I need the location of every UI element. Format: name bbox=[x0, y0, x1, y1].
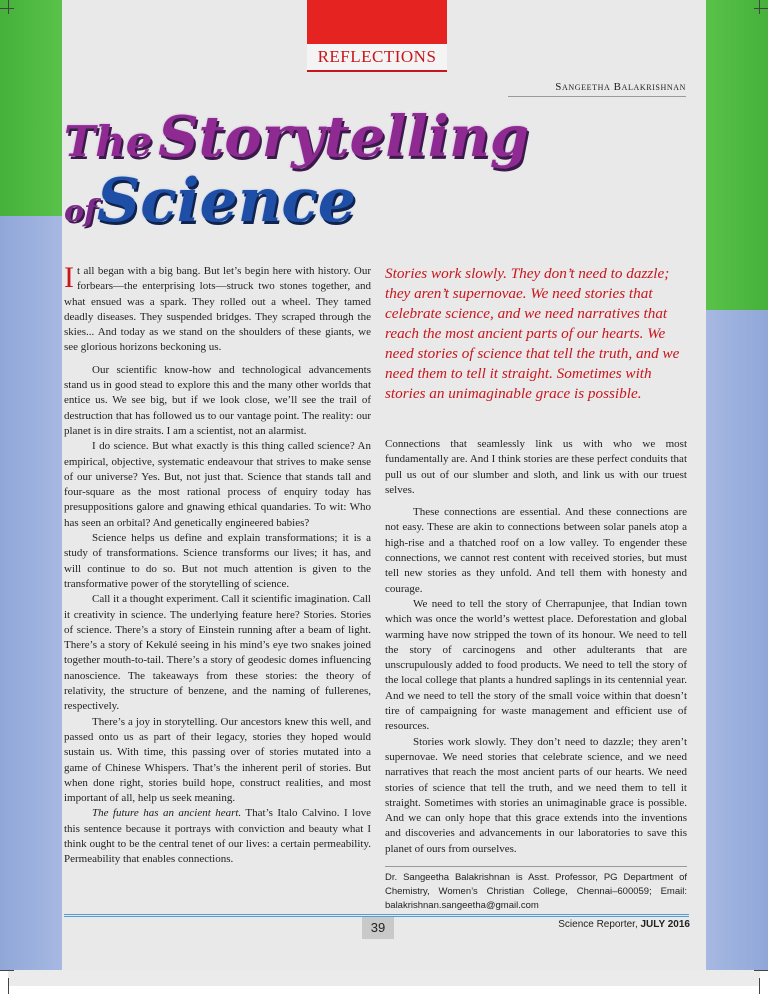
paragraph: Stories work slowly. They don’t need to dazzle; they aren’t supernovae. We need stories that celebrate science, and we need narratives that reach the most ancient parts of our hearts. We need stories of science that tell the truth, and we need them to tell it straight. Sometimes with stories an unimaginable grace is possible. And we can only hope that this grace extends into the inventions and discoveries and advancements in our laboratories to save this planet of ours from ourselves. bbox=[385, 735, 687, 855]
paragraph: These connections are essential. And these connections are not easy. These are akin to connections between solar panels atop a high-rise and a thatched roof on a low valley. To engender these connections, we cannot rest content with received stories, but must tell new stories as they unfold. And tell them with honesty and courage. bbox=[385, 506, 687, 595]
section-label bbox=[307, 44, 447, 72]
crop-mark bbox=[8, 0, 9, 14]
paragraph: We need to tell the story of Cherrapunjee, that Indian town which was once the world’s wettest place. Deforestation and global warming have now stripped the town of its honour. We need to tell the story of carcinogens and other adulterants that are unscrupulously added to food products. We need to tell the story of the local college that plants a hundred saplings in its centennial year. And we need to tell the story of the small voice within that doesn’t tire of campaigning for waste management and efficient use of resources. bbox=[385, 597, 687, 733]
page-number: 39 bbox=[362, 917, 394, 939]
paragraph-text: That’s Italo Calvino. I love this sentence because it portrays with conviction and beauty what I think ought to be the central tenet of our lives: a certain permeability. Permeability that enables connections. bbox=[64, 807, 372, 866]
crop-mark bbox=[0, 8, 14, 9]
headline-the: The bbox=[64, 117, 153, 166]
crop-mark bbox=[754, 8, 768, 9]
headline-of: of bbox=[64, 194, 97, 229]
paragraph bbox=[64, 261, 371, 356]
bio-divider bbox=[385, 866, 687, 867]
crop-mark bbox=[759, 0, 760, 14]
journal-issue: JULY 2016 bbox=[640, 919, 690, 930]
paragraph: Connections that seamlessly link us with who we most fundamentally are. And I think stories are these perfect conduits that pull us out of our slumber and sloth, and link us with our truest selves. bbox=[385, 438, 687, 496]
author-byline: Sangeetha Balakrishnan bbox=[508, 78, 686, 97]
right-green-bar bbox=[706, 0, 768, 310]
journal-title: Science Reporter, bbox=[558, 919, 641, 930]
journal-name bbox=[530, 919, 690, 930]
left-blue-bar bbox=[0, 216, 62, 970]
left-column bbox=[64, 261, 372, 868]
paragraph: Science helps us define and explain transformations; it is a study of transformations. Science transforms our lives; it has, and will continue to do so. But not much attention is given to the transformative power of the storytelling of science. bbox=[64, 532, 371, 590]
crop-mark bbox=[0, 970, 14, 971]
crop-mark bbox=[759, 978, 760, 994]
calvino-quote: The future has an ancient heart. bbox=[92, 807, 242, 820]
pull-quote: Stories work slowly. They don’t need to dazzle; they aren’t supernovae. We need stories that celebrate science, and we need narratives that reach the most ancient parts of our hearts. We need stories of science that tell the truth, and we need them to tell it straight. Sometimes with stories an unimaginable grace is possible. bbox=[385, 265, 680, 402]
paragraph bbox=[64, 806, 371, 867]
headline-science: Science bbox=[96, 166, 357, 236]
right-column bbox=[385, 437, 687, 857]
paragraph: I do science. But what exactly is this thing called science? An empirical, objective, systematic endeavour that strives to make sense of our universe? Yes. But, not just that. Science that stands tall and four-square as the most rational process of enquiry today has presuppositions galore and gnawing ethical quandaries. To wit: Who has seen an orbital? And genetically engineered babies? bbox=[64, 440, 371, 529]
author-bio: Dr. Sangeetha Balakrishnan is Asst. Professor, PG Department of Chemistry, Women’s Christian College, Chennai–600059; Email: balakrishnan.sangeetha@gmail.com bbox=[385, 872, 687, 911]
paragraph-text: t all began with a big bang. But let’s begin here with history. Our forbears—the enterprising lots—struck two stones together, and what ensued was a spark. They rolled out a wheel. They tamed deadly diseases. They suspended bridges. They scraped through the skies... And today as we stand on the shoulders of these giants, we see glorious horizons beckoning us. bbox=[64, 265, 371, 354]
headline-line-1 bbox=[64, 104, 529, 170]
section-tab bbox=[307, 0, 447, 44]
paragraph: Our scientific know-how and technological advancements stand us in good stead to explore this and the many other worlds that entice us. We see big, but if we look close, we’ll see the trail of destruction that has followed us to our vantage point. The reality: our planet is in dire straits. I am a scientist, not an alarmist. bbox=[64, 363, 371, 437]
paragraph: Call it a thought experiment. Call it scientific imagination. Call it creativity in science. The underlying feature here? Stories. Stories of science. There’s a story of Einstein running after a beam of light. There’s a story of Kekulé seeing in his mind’s eye two snakes joined together mouth-to-tail. There’s a story of geodesic domes influencing nanoscience. The takeaways from these stories: the theory of relativity, the structure of benzene, and the naming of fullerenes, respectively. bbox=[64, 593, 371, 713]
crop-mark bbox=[8, 978, 9, 994]
headline-storytelling: Storytelling bbox=[158, 104, 529, 170]
paragraph: There’s a joy in storytelling. Our ancestors knew this well, and passed onto us as part of their legacy, stories they hoped would sustain us. With time, this passing over of stories mutated into a game of Chinese Whispers. That’s the inherent peril of stories. But when done right, stories build hope, construct realities, and most important of all, help us seek meaning. bbox=[64, 715, 371, 805]
crop-mark bbox=[754, 970, 768, 971]
footer-divider bbox=[64, 914, 689, 915]
headline-line-2 bbox=[64, 166, 356, 236]
left-green-bar bbox=[0, 0, 62, 216]
section-text: REFLECTIONS bbox=[317, 47, 437, 66]
drop-cap: I bbox=[64, 261, 74, 294]
right-blue-bar bbox=[706, 310, 768, 970]
